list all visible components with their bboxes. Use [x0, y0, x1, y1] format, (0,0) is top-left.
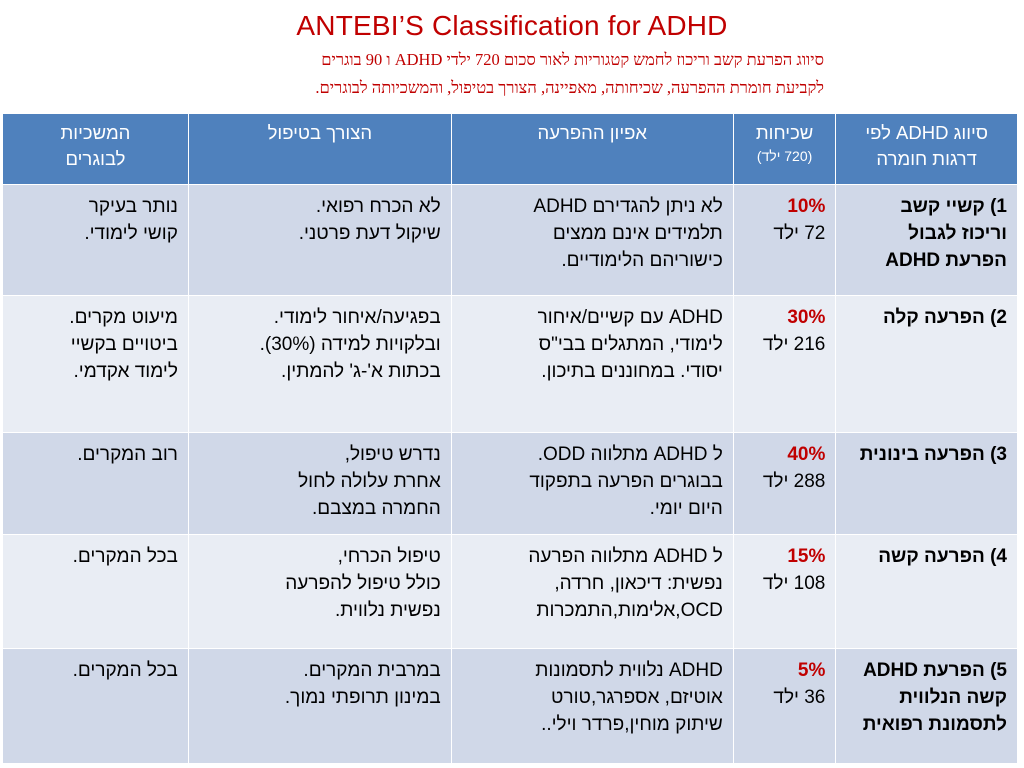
adhd-classification-table: [2, 113, 1018, 764]
cell-continuity: [3, 535, 189, 649]
prevalence-percent: 40%: [787, 444, 826, 465]
continuity-line: בכל המקרים.: [72, 660, 178, 681]
continuity-line: לימוד אקדמי.: [73, 361, 178, 382]
characteristics-line: יסודי. במחוננים בתיכון.: [541, 361, 723, 382]
classification-line: 2) הפרעה קלה: [883, 307, 1007, 328]
treatment-line: שיקול דעת פרטני.: [298, 223, 441, 244]
characteristics-line: ל ADHD מתלווה ODD.: [537, 444, 723, 465]
characteristics-line: לא ניתן להגדירם ADHD: [533, 196, 723, 217]
cell-continuity: [3, 433, 189, 535]
cell-characteristics: [451, 649, 733, 764]
continuity-line: נותר בעיקר: [88, 196, 178, 217]
cell-prevalence: [733, 433, 836, 535]
continuity-line: מיעוט מקרים.: [69, 307, 178, 328]
cell-classification: [836, 185, 1018, 296]
cell-prevalence: [733, 296, 836, 433]
cell-characteristics: [451, 433, 733, 535]
header-continuity-line-2: לבוגרים: [65, 148, 126, 169]
treatment-line: במרבית המקרים.: [303, 660, 441, 681]
cell-treatment: [188, 433, 451, 535]
classification-line: הפרעת ADHD: [885, 250, 1007, 271]
cell-characteristics: [451, 535, 733, 649]
classification-line: 4) הפרעה קשה: [878, 546, 1007, 567]
treatment-line: בכתות א'-ג' להמתין.: [281, 361, 441, 382]
characteristics-line: אוטיזם, אספרגר,טורט: [551, 687, 723, 708]
continuity-line: ביטויים בקשיי: [70, 334, 178, 355]
characteristics-line: היום יומי.: [649, 498, 723, 519]
cell-characteristics: [451, 185, 733, 296]
treatment-line: במינון תרופתי נמוך.: [284, 687, 441, 708]
header-prevalence: [733, 114, 836, 185]
header-characteristics-label: אפיון ההפרעה: [537, 122, 648, 143]
prevalence-percent: 10%: [787, 196, 826, 217]
classification-line: 3) הפרעה בינונית: [859, 444, 1007, 465]
header-prevalence-label: שכיחות: [755, 122, 814, 143]
cell-treatment: [188, 185, 451, 296]
treatment-line: נדרש טיפול,: [344, 444, 441, 465]
cell-treatment: [188, 649, 451, 764]
prevalence-count: 72 ילד: [773, 223, 826, 244]
classification-line: 1) קשיי קשב: [900, 196, 1007, 217]
treatment-line: נפשית נלווית.: [335, 600, 441, 621]
table-row: [3, 649, 1018, 764]
header-prevalence-sub: (720 ילד): [756, 148, 813, 164]
title-block: [0, 0, 1024, 112]
table-row: [3, 433, 1018, 535]
cell-prevalence: [733, 185, 836, 296]
continuity-line: קושי לימודי.: [84, 223, 178, 244]
cell-continuity: [3, 649, 189, 764]
header-classification-line-2: דרגות חומרה: [876, 148, 977, 169]
characteristics-line: ADHD נלווית לתסמונות: [535, 660, 723, 681]
header-classification-line-1: סיווג ADHD לפי: [865, 122, 988, 143]
header-row: [3, 114, 1018, 185]
treatment-line: כולל טיפול להפרעה: [285, 573, 441, 594]
cell-continuity: [3, 185, 189, 296]
prevalence-percent: 30%: [787, 307, 826, 328]
cell-prevalence: [733, 535, 836, 649]
classification-line: וריכוז לגבול: [908, 223, 1007, 244]
treatment-line: לא הכרח רפואי.: [315, 196, 441, 217]
table-row: [3, 296, 1018, 433]
treatment-line: אחרת עלולה לחול: [298, 471, 441, 492]
characteristics-line: ל ADHD מתלווה הפרעה: [528, 546, 723, 567]
header-treatment-label: הצורך בטיפול: [267, 122, 373, 143]
classification-line: קשה הנלווית: [899, 687, 1007, 708]
cell-continuity: [3, 296, 189, 433]
cell-classification: [836, 433, 1018, 535]
cell-prevalence: [733, 649, 836, 764]
characteristics-line: נפשית: דיכאון, חרדה,: [554, 573, 723, 594]
subtitle-line-1: סיווג הפרעת קשב וריכוז לחמש קטגוריות לאור סכום 720 ילדי ADHD ו 90 בוגרים: [321, 50, 824, 69]
characteristics-line: כישוריהם הלימודיים.: [561, 250, 723, 271]
cell-classification: [836, 649, 1018, 764]
treatment-line: ובלקויות למידה (30%).: [259, 334, 441, 355]
header-characteristics: [451, 114, 733, 185]
characteristics-line: תלמידים אינם ממצים: [552, 223, 723, 244]
characteristics-line: שיתוק מוחין,פרדר וילי..: [541, 714, 723, 735]
continuity-line: רוב המקרים.: [77, 444, 178, 465]
treatment-line: החמרה במצבם.: [311, 498, 441, 519]
prevalence-count: 216 ילד: [762, 334, 826, 355]
subtitle-line-2: לקביעת חומרת ההפרעה, שכיחותה, מאפיינה, הצורך בטיפול, והמשכיותה לבוגרים.: [315, 78, 824, 97]
header-treatment: [188, 114, 451, 185]
cell-classification: [836, 535, 1018, 649]
classification-line: 5) הפרעת ADHD: [863, 660, 1007, 681]
prevalence-count: 108 ילד: [762, 573, 826, 594]
cell-treatment: [188, 296, 451, 433]
table-row: [3, 535, 1018, 649]
treatment-line: בפגיעה/איחור לימודי.: [273, 307, 441, 328]
classification-line: לתסמונת רפואית: [862, 714, 1007, 735]
prevalence-percent: 5%: [797, 660, 826, 681]
prevalence-percent: 15%: [787, 546, 826, 567]
treatment-line: טיפול הכרחי,: [337, 546, 441, 567]
cell-treatment: [188, 535, 451, 649]
cell-characteristics: [451, 296, 733, 433]
header-classification: [836, 114, 1018, 185]
prevalence-count: 36 ילד: [773, 687, 826, 708]
table-row: [3, 185, 1018, 296]
cell-classification: [836, 296, 1018, 433]
characteristics-line: לימודי, המתגלים בבי"ס: [538, 334, 723, 355]
prevalence-count: 288 ילד: [762, 471, 826, 492]
characteristics-line: ADHD עם קשיים/איחור: [537, 307, 723, 328]
characteristics-line: בבוגרים הפרעה בתפקוד: [529, 471, 723, 492]
header-continuity-line-1: המשכיות: [60, 122, 131, 143]
main-title: ANTEBI’S Classification for ADHD: [296, 10, 728, 41]
characteristics-line: OCD,אלימות,התמכרות: [536, 600, 723, 621]
continuity-line: בכל המקרים.: [72, 546, 178, 567]
header-continuity: [3, 114, 189, 185]
